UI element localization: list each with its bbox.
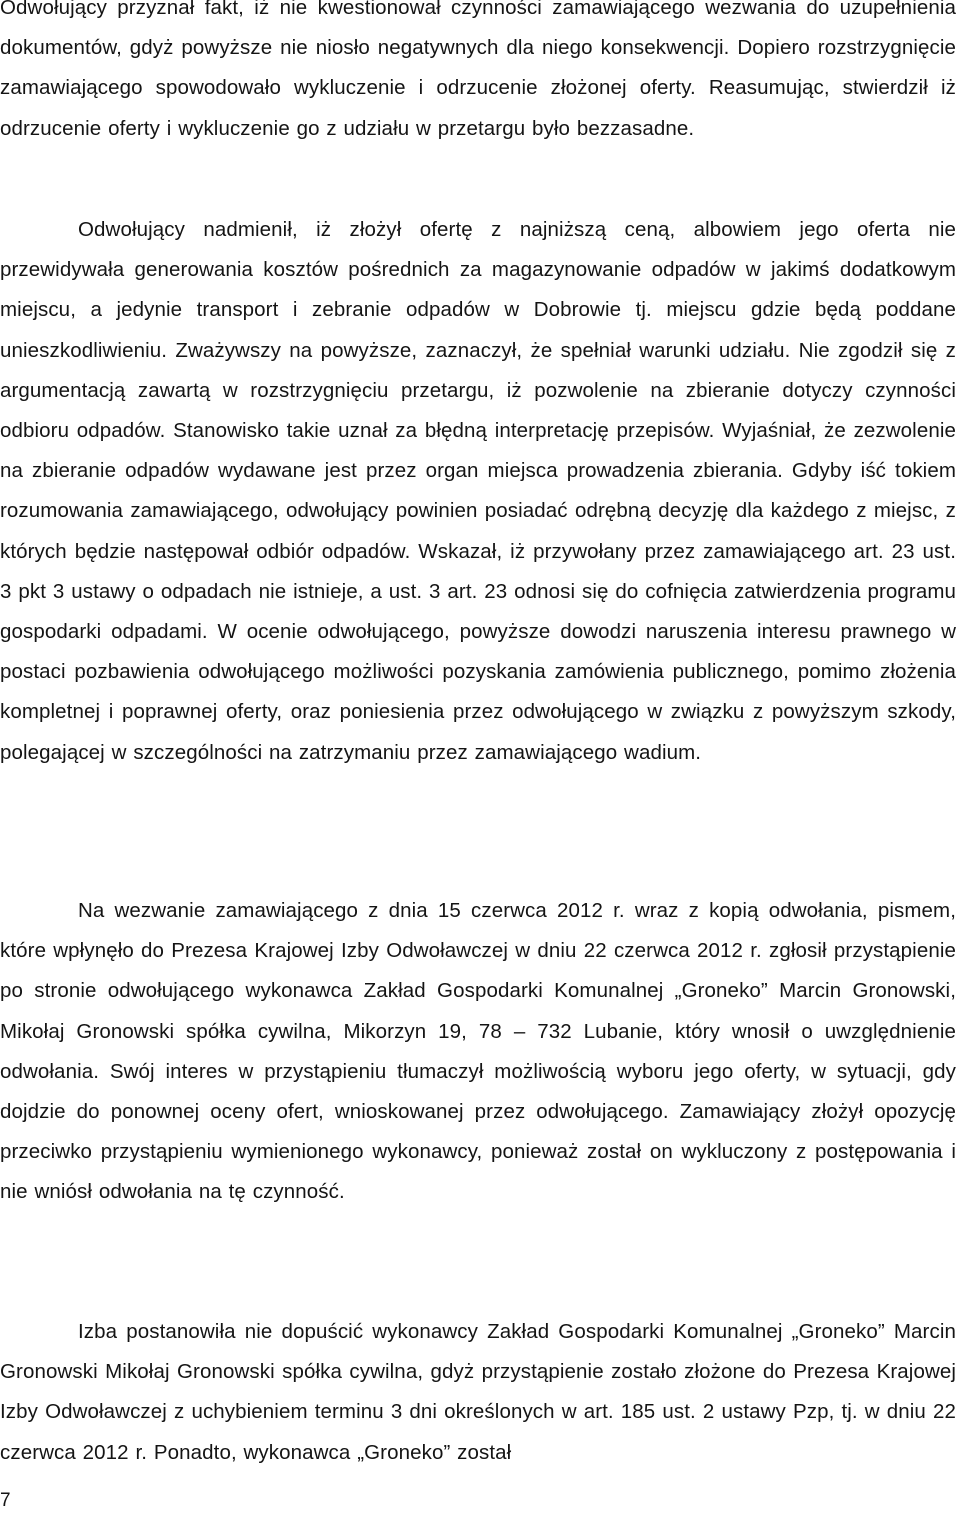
paragraph-intervention-notice: Na wezwanie zamawiającego z dnia 15 czerwca 2012 r. wraz z kopią odwołania, pismem, które wpłynęło do Prezesa Krajowej Izby Odwoławczej w dniu 22 czerwca 2012 r. zgłosił przystąpienie po stronie odwołującego wykonawca Zakład Gospodarki Komunalnej „Groneko” Marcin Gronowski, Mikołaj Gronowski spółka cywilna, Mikorzyn 19, 78 – 732 Lubanie, który wnosił o uwzględnienie odwołania. Swój interes w przystąpieniu tłumaczył możliwością wyboru jego oferty, w sytuacji, gdy dojdzie do ponownej oceny ofert, wnioskowanej przez odwołującego. Zamawiający złożył opozycję przeciwko przystąpieniu wymienionego wykonawcy, ponieważ został on wykluczony z postępowania i nie wniósł odwołania na tę czynność.: [0, 899, 956, 1204]
paragraph-appellant-lowest-price: Odwołujący nadmienił, iż złożył ofertę z najniższą ceną, albowiem jego oferta nie przewidywała generowania kosztów pośrednich za magazynowanie odpadów w jakimś dodatkowym miejscu, a jedynie transport i zebranie odpadów w Dobrowie tj. miejscu gdzie będą poddane unieszkodliwieniu. Zważywszy na powyższe, zaznaczył, że spełniał warunki udziału. Nie zgodził się z argumentacją zawartą w rozstrzygnięciu przetargu, iż pozwolenie na zbieranie dotyczy czynności odbioru odpadów. Stanowisko takie uznał za błędną interpretację przepisów. Wyjaśniał, że zezwolenie na zbieranie odpadów wydawane jest przez organ miejsca prowadzenia zbierania. Gdyby iść tokiem rozumowania zamawiającego, odwołujący powinien posiadać odrębną decyzję dla każdego z miejsc, z których będzie następował odbiór odpadów. Wskazał, iż przywołany przez zamawiającego art. 23 ust. 3 pkt 3 ustawy o odpadach nie istnieje, a ust. 3 art. 23 odnosi się do cofnięcia zatwierdzenia programu gospodarki odpadami. W ocenie odwołującego, powyższe dowodzi naruszenia interesu prawnego w postaci pozbawienia odwołującego możliwości pozyskania zamówienia publicznego, pomimo złożenia kompletnej i poprawnej oferty, oraz poniesienia przez odwołującego w związku z powyższym szkody, polegającej w szczególności na zatrzymaniu przez zamawiającego wadium.: [0, 218, 956, 764]
paragraph-chamber-decision: Izba postanowiła nie dopuścić wykonawcy Zakład Gospodarki Komunalnej „Groneko” Marcin Gronowski Mikołaj Gronowski spółka cywilna, gdyż przystąpienie zostało złożone do Prezesa Krajowej Izby Odwoławczej z uchybieniem terminu 3 dni określonych w art. 185 ust. 2 ustawy Pzp, tj. w dniu 22 czerwca 2012 r. Ponadto, wykonawca „Groneko” został: [0, 1320, 956, 1464]
page-number: 7: [0, 1490, 11, 1511]
paragraph-appellant-admission: Odwołujący przyznał fakt, iż nie kwestionował czynności zamawiającego wezwania do uzupełnienia dokumentów, gdyż powyższe nie niosło negatywnych dla niego konsekwencji. Dopiero rozstrzygnięcie zamawiającego spowodowało wykluczenie i odrzucenie złożonej oferty. Reasumując, stwierdził iż odrzucenie oferty i wykluczenie go z udziału w przetargu było bezzasadne.: [0, 0, 956, 140]
